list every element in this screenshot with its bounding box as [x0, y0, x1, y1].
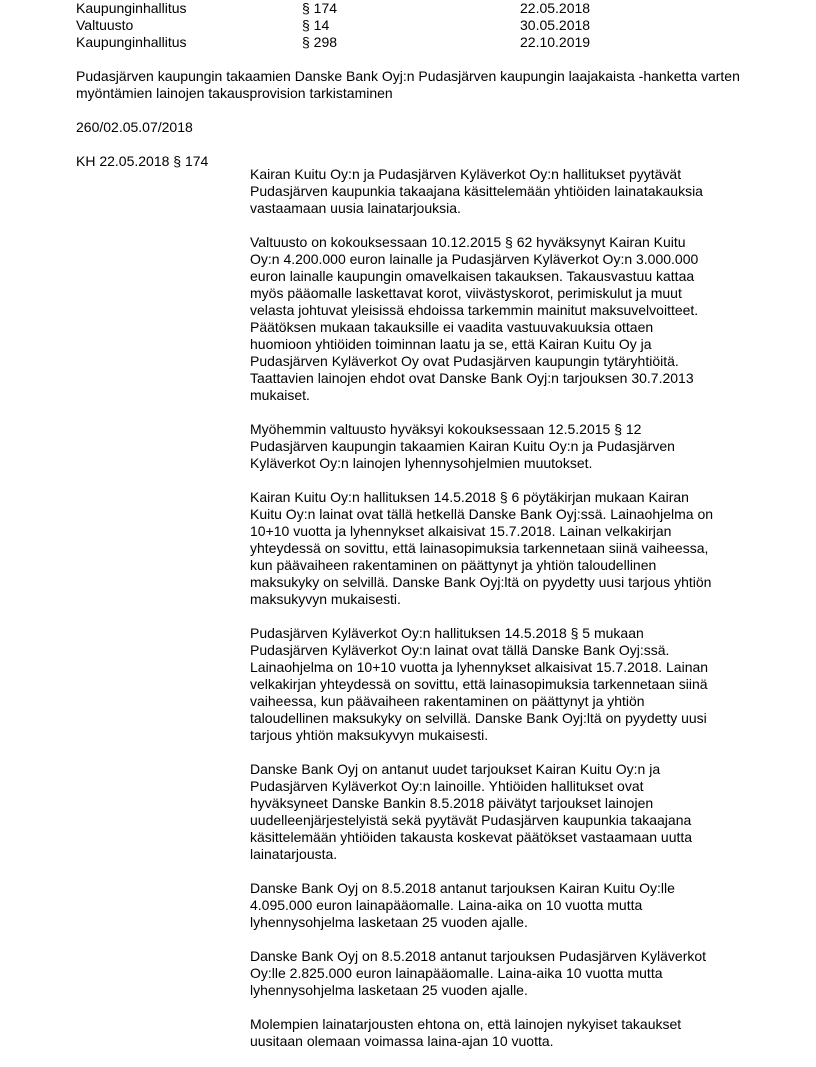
history-row — [76, 17, 736, 34]
history-date: 22.05.2018 — [520, 0, 591, 16]
paragraph-line: Valtuusto on kokouksessaan 10.12.2015 § 62 hyväksynyt Kairan Kuitu — [250, 234, 686, 250]
paragraph-line: tarjous yhtiön maksukyvyn mukaisesti. — [250, 727, 489, 743]
body-paragraph — [250, 166, 750, 217]
paragraph-line: Kairan Kuitu Oy:n hallituksen 14.5.2018 § 6 pöytäkirjan mukaan Kairan — [250, 489, 689, 505]
paragraph-line: Pudasjärven Kyläverkot Oy:n lainat ovat tällä Danske Bank Oyj:ssä. — [250, 642, 670, 658]
paragraph-line: Pudasjärven Kyläverkot Oy:n hallituksen 14.5.2018 § 5 mukaan — [250, 625, 644, 641]
paragraph-line: Pudasjärven kaupungin takaamien Kairan Kuitu Oy:n ja Pudasjärven — [250, 438, 675, 454]
paragraph-line: uudelleenjärjestelyistä sekä pyytävät Pudasjärven kaupunkia takaajana — [250, 812, 692, 828]
paragraph-line: hyväksyneet Danske Bankin 8.5.2018 päivätyt tarjoukset lainojen — [250, 795, 654, 811]
paragraph-line: lyhennysohjelma lasketaan 25 vuoden ajalle. — [250, 914, 528, 930]
history-body: Kaupunginhallitus — [76, 0, 187, 16]
paragraph-line: yhteydessä on sovittu, että lainasopimuksia tarkennetaan siinä vaiheessa, — [250, 540, 709, 556]
body-paragraph — [250, 234, 750, 404]
paragraph-line: myös pääomalle laskettavat korot, viivästyskorot, perimiskulut ja muut — [250, 285, 682, 301]
paragraph-line: Oy:lle 2.825.000 euron lainapääomalle. Laina-aika 10 vuotta mutta — [250, 965, 663, 981]
paragraph-line: kun päävaiheen rakentaminen on päättynyt ja yhtiön taloudellinen — [250, 557, 657, 573]
paragraph-line: Danske Bank Oyj on 8.5.2018 antanut tarjouksen Pudasjärven Kyläverkot — [250, 948, 707, 964]
paragraph-line: Danske Bank Oyj on 8.5.2018 antanut tarjouksen Kairan Kuitu Oy:lle — [250, 880, 675, 896]
paragraph-line: käsittelemään yhtiöiden takausta koskevat päätökset vastaamaan uutta — [250, 829, 693, 845]
paragraph-line: Oy:n 4.200.000 euron lainalle ja Pudasjärven Kyläverkot Oy:n 3.000.000 — [250, 251, 699, 267]
body-paragraph — [250, 948, 750, 999]
history-body: Kaupunginhallitus — [76, 34, 187, 50]
document-body — [250, 166, 750, 1067]
paragraph-line: uusitaan olemaan voimassa laina-ajan 10 vuotta. — [250, 1033, 554, 1049]
paragraph-line: maksukyvyn mukaisesti. — [250, 591, 401, 607]
history-date: 22.10.2019 — [520, 34, 591, 50]
history-section: § 298 — [302, 34, 338, 50]
history-row — [76, 34, 736, 51]
paragraph-line: Pudasjärven Kyläverkot Oy ovat Pudasjärven kaupungin tytäryhtiöitä. — [250, 353, 679, 369]
paragraph-line: velasta johtuvat yleisissä ehdoissa tarkemmin mainitut maksuvelvoitteet. — [250, 302, 699, 318]
history-row — [76, 0, 736, 17]
paragraph-line: vaiheessa, kun päävaiheen rakentaminen on päättynyt ja yhtiön — [250, 693, 645, 709]
history-section: § 14 — [302, 17, 330, 33]
paragraph-line: maksukyky on selvillä. Danske Bank Oyj:ltä on pyydetty uusi tarjous yhtiön — [250, 574, 712, 590]
paragraph-line: Kuitu Oy:n lainat ovat tällä hetkellä Danske Bank Oyj:ssä. Lainaohjelma on — [250, 506, 714, 522]
paragraph-line: taloudellinen maksukyky on selvillä. Danske Bank Oyj:ltä on pyydetty uusi — [250, 710, 707, 726]
paragraph-line: Myöhemmin valtuusto hyväksyi kokouksessaan 12.5.2015 § 12 — [250, 421, 642, 437]
paragraph-line: Danske Bank Oyj on antanut uudet tarjoukset Kairan Kuitu Oy:n ja — [250, 761, 661, 777]
paragraph-line: vastaamaan uusia lainatarjouksia. — [250, 200, 461, 216]
body-paragraph — [250, 761, 750, 863]
body-paragraph — [250, 421, 750, 472]
paragraph-line: 10+10 vuotta ja lyhennykset alkaisivat 15.7.2018. Lainan velkakirjan — [250, 523, 672, 539]
history-date: 30.05.2018 — [520, 17, 591, 33]
paragraph-line: Pudasjärven kaupunkia takaajana käsittelemään yhtiöiden lainatakauksia — [250, 183, 703, 199]
paragraph-line: Molempien lainatarjousten ehtona on, että lainojen nykyiset takaukset — [250, 1016, 682, 1032]
paragraph-line: euron lainalle kaupungin omavelkaisen takauksen. Takausvastuu kattaa — [250, 268, 695, 284]
paragraph-line: mukaiset. — [250, 387, 310, 403]
paragraph-line: huomioon yhtiöiden toiminnan laatu ja se, että Kairan Kuitu Oy ja — [250, 336, 652, 352]
history-body: Valtuusto — [76, 17, 134, 33]
meeting-reference: KH 22.05.2018 § 174 — [76, 153, 209, 169]
body-paragraph — [250, 1016, 750, 1050]
paragraph-line: velkakirjan yhteydessä on sovittu, että lainasopimuksia tarkennetaan siinä — [250, 676, 708, 692]
paragraph-line: Päätöksen mukaan takauksille ei vaadita vastuuvakuuksia ottaen — [250, 319, 654, 335]
record-id: 260/02.05.07/2018 — [76, 119, 193, 135]
paragraph-line: 4.095.000 euron lainapääomalle. Laina-aika on 10 vuotta mutta — [250, 897, 643, 913]
body-paragraph — [250, 625, 750, 744]
document-title: Pudasjärven kaupungin takaamien Danske Bank Oyj:n Pudasjärven kaupungin laajakaista -hanketta varten myöntämien lainojen takausprovision tarkistaminen — [76, 68, 740, 101]
paragraph-line: Taattavien lainojen ehdot ovat Danske Bank Oyj:n tarjouksen 30.7.2013 — [250, 370, 694, 386]
body-paragraph — [250, 880, 750, 931]
paragraph-line: lainatarjousta. — [250, 846, 338, 862]
paragraph-line: Kairan Kuitu Oy:n ja Pudasjärven Kyläverkot Oy:n hallitukset pyytävät — [250, 166, 682, 182]
paragraph-line: Kyläverkot Oy:n lainojen lyhennysohjelmien muutokset. — [250, 455, 593, 471]
body-paragraph — [250, 489, 750, 608]
decision-history — [76, 0, 736, 51]
paragraph-line: Pudasjärven Kyläverkot Oy:n lainoille. Yhtiöiden hallitukset ovat — [250, 778, 644, 794]
paragraph-line: Lainaohjelma on 10+10 vuotta ja lyhennykset alkaisivat 15.7.2018. Lainan — [250, 659, 709, 675]
paragraph-line: lyhennysohjelma lasketaan 25 vuoden ajalle. — [250, 982, 528, 998]
history-section: § 174 — [302, 0, 338, 16]
